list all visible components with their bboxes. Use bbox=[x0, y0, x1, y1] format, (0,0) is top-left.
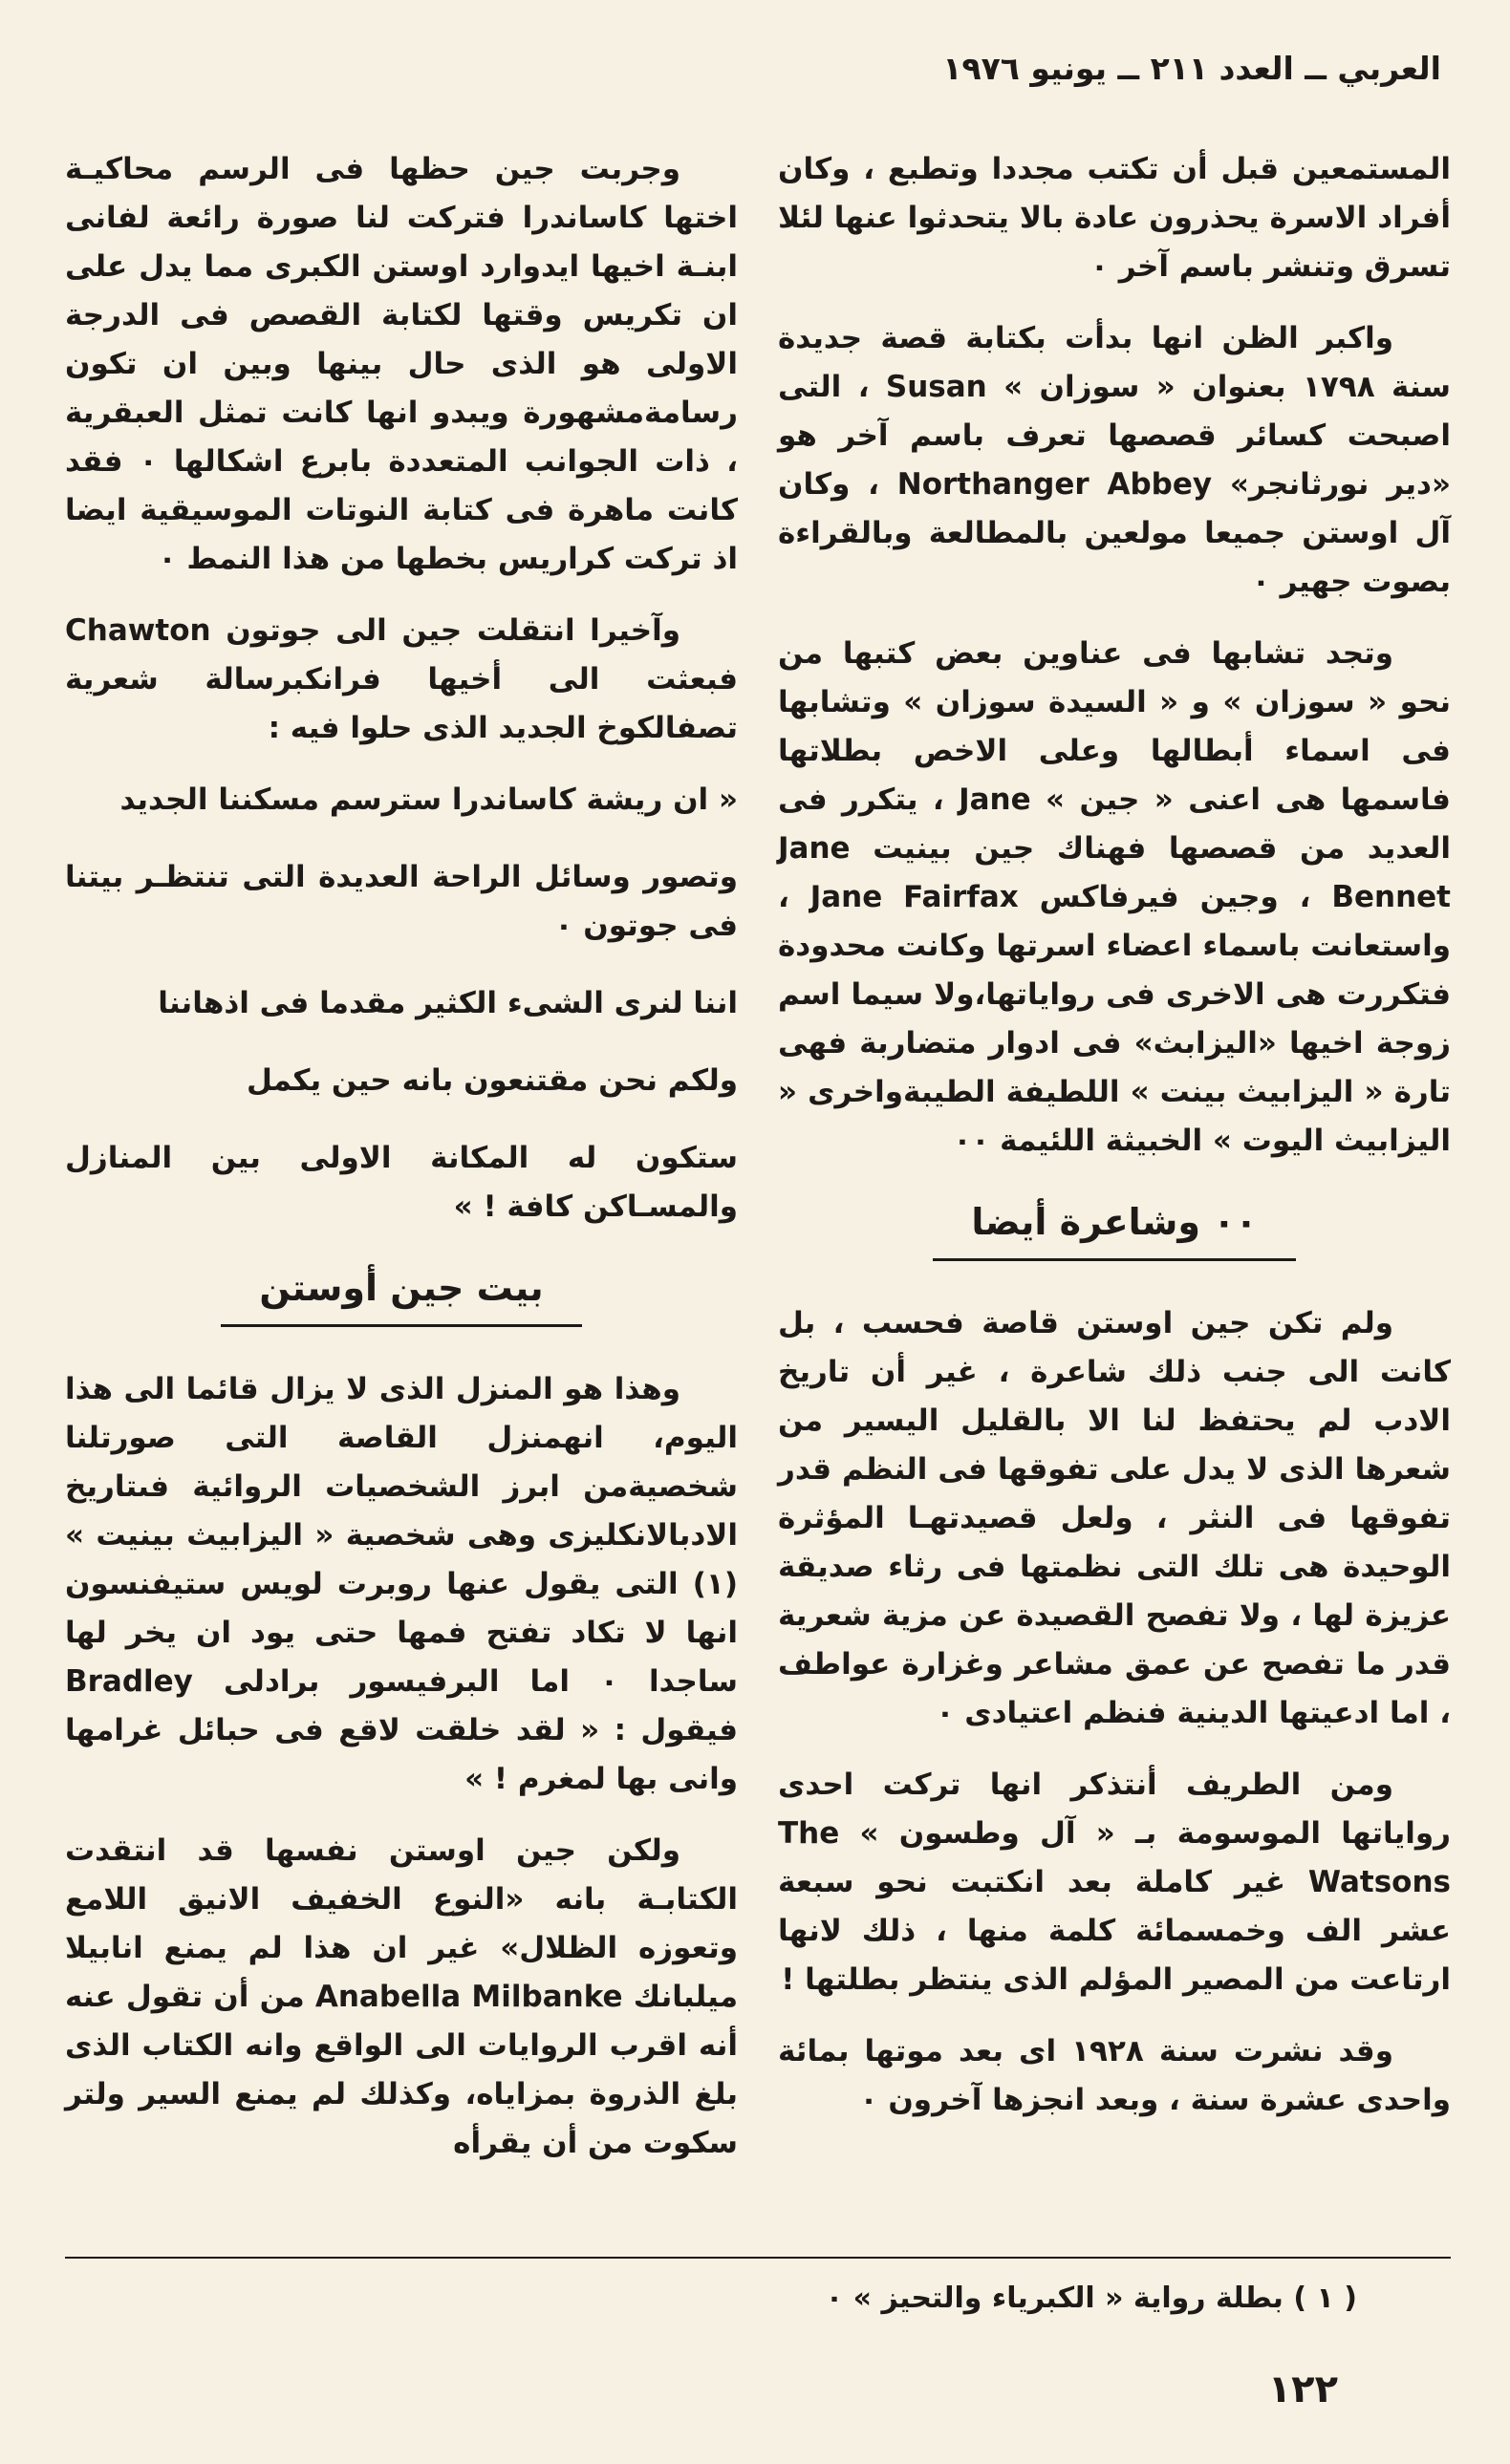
paragraph: ولكن جين اوستن نفسها قد انتقدت الكتابـة بانه «النوع الخفيف الانيق اللامع وتعوزه الظلال» غير ان هذا لم يمنع انابيلا ميلبانك Anabella Milbanke من أن تقول عنه أنه اقرب الروايات الى الواقع وانه الكتاب الذى بلغ الذروة بمزاياه، وكذلك لم يمنع السير ولتر سكوت من أن يقرأه bbox=[65, 1833, 739, 2160]
poem-line: « ان ريشة كاساندرا سترسم مسكننا الجديد bbox=[119, 782, 738, 817]
poem bbox=[65, 776, 738, 1232]
paragraph: المستمعين قبل أن تكتب مجددا وتطبع ، وكان أفراد الاسرة يحذرون عادة بالا يتحدثوا عنها لئلا تسرق وتنشر باسم آخر ٠ bbox=[778, 152, 1451, 284]
page-number: ١٢٢ bbox=[1267, 2368, 1338, 2411]
right-column bbox=[778, 145, 1451, 2148]
paragraph: وجربت جين حظها فى الرسم محاكيـة اختها كاساندرا فتركت لنا صورة رائعة لفانى ابنـة اخيها ايدوارد اوستن الكبرى مما يدل على ان تكريس وقتها لكتابة القصص فى الدرجة الاولى هو الذى حال بينها وبين ان تكون رسامةمشهورة ويبدو انها كانت تمثل العبقرية ، ذات الجوانب المتعددة بابرع اشكالها ٠ فقد كانت ماهرة فى كتابة النوتات الموسيقية ايضا اذ تركت كراريس بخطها من هذا النمط ٠ bbox=[65, 152, 738, 576]
poem-line: اننا لنرى الشىء الكثير مقدما فى اذهاننا bbox=[158, 986, 738, 1020]
running-header: العربي ــ العدد ٢١١ ــ يونيو ١٩٧٦ bbox=[942, 50, 1441, 87]
footnote-rule bbox=[65, 2257, 1451, 2259]
section-heading bbox=[778, 1198, 1451, 1261]
paragraph: ولم تكن جين اوستن قاصة فحسب ، بل كانت الى جنب ذلك شاعرة ، غير أن تاريخ الادب لم يحتفظ لنا الا بالقليل اليسير من شعرها الذى لا يدل على تفوقها فى النظم قدر تفوقها فى النثر ، ولعل قصيدتهـا المؤثرة الوحيدة هى تلك التى نظمتها فى رثاء صديقة عزيزة لها ، ولا تفصح القصيدة عن مزية شعرية قدر ما تفصح عن عمق مشاعر وغزارة عواطف ، اما ادعيتها الدينية فنظم اعتيادى ٠ bbox=[778, 1306, 1451, 1730]
paragraph: وهذا هو المنزل الذى لا يزال قائما الى هذا اليوم، انهمنزل القاصة التى صورتلنا شخصيةمن ابرز الشخصيات الروائية فىتاريخ الادبالانكليزى وهى شخصية « اليزابيث بينيت » (١) التى يقول عنها روبرت لويس ستيفنسون انها لا تكاد تفتح فمها حتى يود ان يخر لها ساجدا ٠ اما البرفيسور برادلى Bradley فيقول : « لقد خلقت لاقع فى حبائل غرامها وانى بها لمغرم ! » bbox=[65, 1372, 739, 1796]
poem-line: وتصور وسائل الراحة العديدة التى تنتظـر بيتنا فى جوتون ٠ bbox=[65, 860, 738, 943]
paragraph: ومن الطريف أنتذكر انها تركت احدى رواياتها الموسومة بـ « آل وطسون » The Watsons غير كاملة بعد انكتبت نحو سبعة عشر الف وخمسمائة كلمة منها ، ذلك لانها ارتاعت من المصير المؤلم الذى ينتظر بطلتها ! bbox=[778, 1768, 1451, 1997]
paragraph: واكبر الظن انها بدأت بكتابة قصة جديدة سنة ١٧٩٨ بعنوان « سوزان » Susan ، التى اصبحت كسائر قصصها تعرف باسم آخر هو «دير نورثانجر» Northanger Abbey ، وكان آل اوستن جميعا مولعين بالمطالعة وبالقراءة بصوت جهير ٠ bbox=[778, 321, 1451, 599]
poem-line: ستكون له المكانة الاولى بين المنازل والمسـاكن كافة ! » bbox=[65, 1141, 738, 1224]
paragraph: وآخيرا انتقلت جين الى جوتون Chawton فبعثت الى أخيها فرانكبرسالة شعرية تصفالكوخ الجديد الذى حلوا فيه : bbox=[65, 613, 738, 745]
footnote: ( ١ ) بطلة رواية « الكبرياء والتحيز » ٠ bbox=[825, 2282, 1357, 2315]
section-title: ٠٠ وشاعرة أيضا bbox=[933, 1198, 1295, 1261]
paragraph: وتجد تشابها فى عناوين بعض كتبها من نحو « سوزان » و « السيدة سوزان » وتشابها فى اسماء أبطالها وعلى الاخص بطلاتها فاسمها هى اعنى « جين » Jane ، يتكرر فى العديد من قصصها فهناك جين بينيت Jane Bennet ، وجين فيرفاكس Jane Fairfax ، واستعانت باسماء اعضاء اسرتها وكانت محدودة فتكررت هى الاخرى فى رواياتها،ولا سيما اسم زوجة اخيها «اليزابث» فى ادوار متضاربة فهى تارة « اليزابيث بينت » اللطيفة الطيبةواخرى « اليزابيث اليوت » الخبيثة اللئيمة ٠٠ bbox=[778, 636, 1451, 1158]
paragraph: وقد نشرت سنة ١٩٢٨ اى بعد موتها بمائة واحدى عشرة سنة ، وبعد انجزها آخرون ٠ bbox=[778, 2034, 1451, 2117]
left-column bbox=[65, 145, 738, 2191]
section-heading bbox=[65, 1264, 738, 1327]
poem-line: ولكم نحن مقتنعون بانه حين يكمل bbox=[246, 1063, 738, 1098]
section-title: بيت جين أوستن bbox=[221, 1264, 581, 1327]
